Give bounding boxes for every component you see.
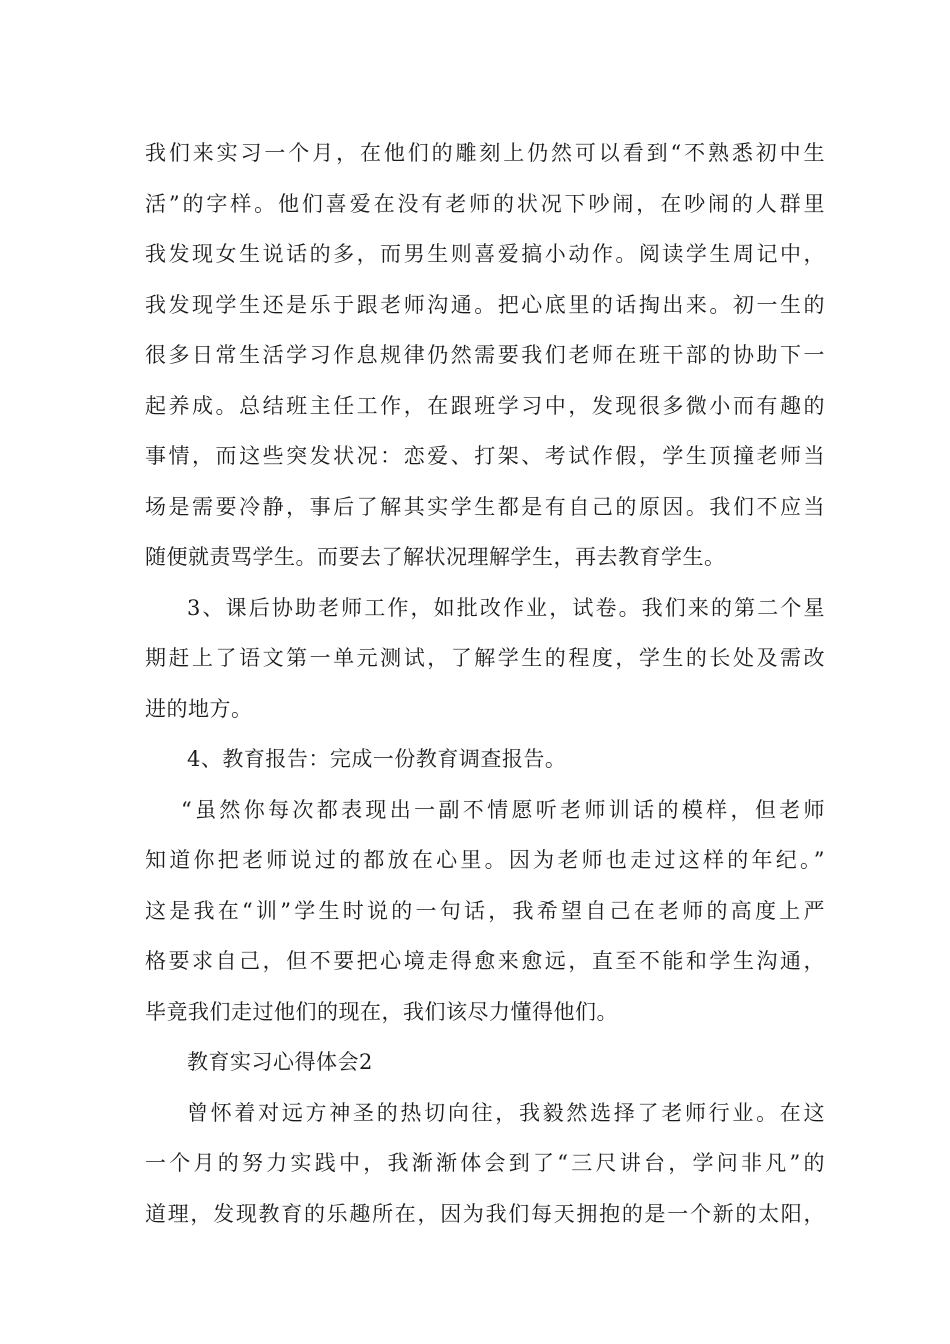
- text-line: 事情，而这些突发状况：恋爱、打架、考试作假，学生顶撞老师当: [145, 444, 825, 468]
- text-line: 期赶上了语文第一单元测试，了解学生的程度，学生的长处及需改: [145, 646, 825, 670]
- text-line: 4、教育报告：完成一份教育调查报告。: [187, 747, 567, 771]
- text-line: 毕竟我们走过他们的现在，我们该尽力懂得他们。: [145, 999, 618, 1024]
- text-line: 曾怀着对远方神圣的热切向往，我毅然选择了老师行业。在这: [187, 1100, 825, 1125]
- text-line: 知道你把老师说过的都放在心里。因为老师也走过这样的年纪。”: [145, 848, 825, 872]
- section-heading: 教育实习心得体会2: [187, 1050, 373, 1074]
- text-line: “虽然你每次都表现出一副不情愿听老师训话的模样，但老师: [181, 797, 825, 822]
- text-line: 3、课后协助老师工作，如批改作业，试卷。我们来的第二个星: [187, 595, 825, 620]
- text-line: 我们来实习一个月，在他们的雕刻上仍然可以看到“不熟悉初中生: [145, 141, 825, 165]
- text-line: 很多日常生活学习作息规律仍然需要我们老师在班干部的协助下一: [145, 343, 825, 367]
- text-line: 进的地方。: [145, 696, 253, 721]
- document-body: [145, 128, 825, 1239]
- text-line: 场是需要冷静，事后了解其实学生都是有自己的原因。我们不应当: [145, 494, 825, 519]
- text-line: 我发现女生说话的多，而男生则喜爱搞小动作。阅读学生周记中，: [145, 242, 825, 266]
- text-line: 一个月的努力实践中，我渐渐体会到了“三尺讲台，学问非凡”的: [145, 1151, 825, 1175]
- text-line: 这是我在“训”学生时说的一句话，我希望自己在老师的高度上严: [145, 898, 825, 923]
- text-line: 格要求自己，但不要把心境走得愈来愈远，直至不能和学生沟通，: [145, 949, 825, 973]
- text-line: 活”的字样。他们喜爱在没有老师的状况下吵闹，在吵闹的人群里: [145, 191, 825, 216]
- text-line: 我发现学生还是乐于跟老师沟通。把心底里的话掏出来。初一生的: [145, 292, 825, 317]
- text-line: 随便就责骂学生。而要去了解状况理解学生，再去教育学生。: [145, 545, 726, 569]
- text-line: 道理，发现教育的乐趣所在，因为我们每天拥抱的是一个新的太阳，: [145, 1201, 825, 1226]
- text-line: 起养成。总结班主任工作，在跟班学习中，发现很多微小而有趣的: [145, 393, 825, 418]
